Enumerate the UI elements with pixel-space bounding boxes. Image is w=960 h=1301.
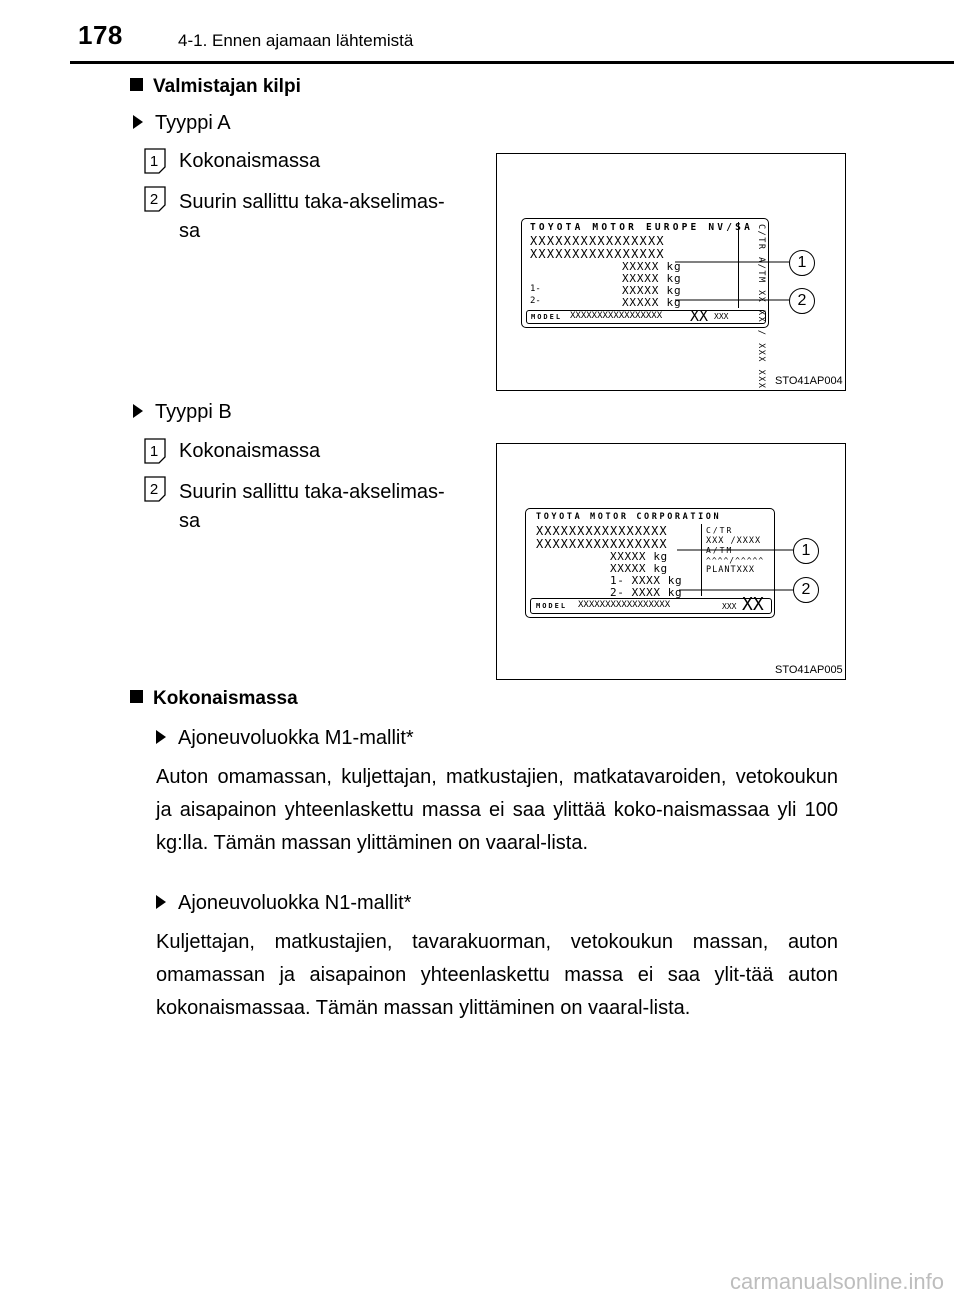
plate-model-tail: XXX [722, 602, 737, 611]
plate-model-value: XXXXXXXXXXXXXXXXX [578, 600, 671, 610]
figure-caption: STO41AP005 [775, 664, 843, 676]
number-badge-2 [144, 476, 166, 502]
callout-2: 2 [793, 577, 819, 603]
item-text-line2: sa [179, 220, 201, 242]
item-taka-akselimassa [179, 188, 445, 246]
item-taka-akselimassa [179, 478, 445, 536]
plate-model-big: XX [742, 594, 764, 615]
watermark: carmanualsonline.info [729, 1269, 944, 1294]
svg-text:1: 1 [149, 443, 159, 460]
svg-text:2: 2 [149, 481, 159, 498]
n1-label-text: Ajoneuvoluokka N1-mallit* [178, 892, 412, 914]
plate-kg-line: XXXXX kg [622, 272, 682, 285]
plate-right-text: PLANTXXX [706, 565, 755, 575]
square-bullet-icon [130, 690, 143, 703]
plate-kg-line: XXXXX kg [622, 284, 682, 297]
triangle-bullet-icon [156, 730, 166, 744]
plate-kg-line: XXXXX kg [610, 550, 668, 563]
plate-model-value: XXXXXXXXXXXXXXXXX [570, 311, 663, 321]
n1-label [156, 892, 411, 915]
plate-model-label: MODEL [531, 313, 563, 321]
svg-text:1: 1 [149, 153, 159, 170]
plate-right-text: A/TM [706, 546, 734, 555]
heading-text: Valmistajan kilpi [153, 76, 301, 97]
callout-1: 1 [793, 538, 819, 564]
figure-caption: STO41AP004 [775, 375, 843, 387]
heading-text: Kokonaismassa [153, 688, 298, 709]
number-badge-1 [144, 148, 166, 174]
plate-row-prefix: 1- [530, 284, 541, 294]
plate-xline: XXXXXXXXXXXXXXXX [530, 234, 665, 248]
plate-kg-line: 2- XXXX kg [610, 586, 683, 599]
plate-model-big: XX [690, 307, 709, 325]
plate-xline: XXXXXXXXXXXXXXXX [536, 537, 668, 551]
item-kokonaismassa: Kokonaismassa [179, 150, 321, 172]
heading-valmistajan-kilpi [130, 76, 301, 98]
callout-leaders-b [497, 444, 847, 681]
figure-type-b [496, 443, 846, 680]
plate-right-text: XXX /XXXX [706, 536, 762, 546]
page-number: 178 [78, 20, 123, 50]
triangle-bullet-icon [133, 404, 143, 418]
item-text-line1: Suurin sallittu taka-akselimas- [179, 191, 445, 213]
callout-2: 2 [789, 288, 815, 314]
square-bullet-icon [130, 78, 143, 91]
item-kokonaismassa: Kokonaismassa [179, 440, 321, 462]
heading-kokonaismassa [130, 688, 298, 710]
type-a-label [133, 112, 231, 135]
plate-kg-line: XXXXX kg [622, 260, 682, 273]
plate-side-text: C/TR A/TM XX XX / XXX XXX [756, 224, 766, 390]
type-a-text: Tyyppi A [155, 112, 231, 134]
plate-model-tail: XXX [714, 312, 729, 321]
section-title: 4-1. Ennen ajamaan lähtemistä [178, 31, 414, 50]
plate-xline: XXXXXXXXXXXXXXXX [536, 524, 668, 538]
type-b-text: Tyyppi B [155, 401, 232, 423]
svg-text:2: 2 [149, 191, 159, 208]
plate-row-prefix: 2- [530, 296, 541, 306]
plate-right-text: C/TR [706, 526, 734, 535]
plate-right-text: ^^^^/^^^^^ [706, 556, 765, 565]
item-text-line1: Suurin sallittu taka-akselimas- [179, 481, 445, 503]
m1-paragraph: Auton omamassan, kuljettajan, matkustajien, matkatavaroiden, vetokoukun ja aisapainon yhteenlaskettu massa ei saa ylittää koko-naismassaa yli 100 kg:lla. Tämän massan ylittäminen on vaaral-lista. [156, 766, 838, 854]
figure-type-a [496, 153, 846, 391]
triangle-bullet-icon [156, 895, 166, 909]
plate-kg-line: XXXXX kg [610, 562, 668, 575]
m1-label-text: Ajoneuvoluokka M1-mallit* [178, 727, 414, 749]
type-b-label [133, 401, 232, 424]
number-badge-2 [144, 186, 166, 212]
plate-kg-line: 1- XXXX kg [610, 574, 683, 587]
plate-header: TOYOTA MOTOR EUROPE NV/SA [530, 222, 753, 233]
number-badge-1 [144, 438, 166, 464]
header-divider [70, 61, 954, 64]
plate-kg-line: XXXXX kg [622, 296, 682, 309]
m1-label [156, 727, 414, 750]
callout-1: 1 [789, 250, 815, 276]
n1-paragraph: Kuljettajan, matkustajien, tavarakuorman, vetokoukun massan, auton omamassan ja aisapainon yhteenlaskettu massa ei saa ylit-tää auton kokonaismassaa. Tämän massan ylittäminen on vaaral-lista. [156, 931, 838, 1019]
plate-model-label: MODEL [536, 602, 568, 610]
item-text-line2: sa [179, 510, 201, 532]
triangle-bullet-icon [133, 115, 143, 129]
plate-header: TOYOTA MOTOR CORPORATION [536, 512, 722, 522]
plate-xline: XXXXXXXXXXXXXXXX [530, 247, 665, 261]
